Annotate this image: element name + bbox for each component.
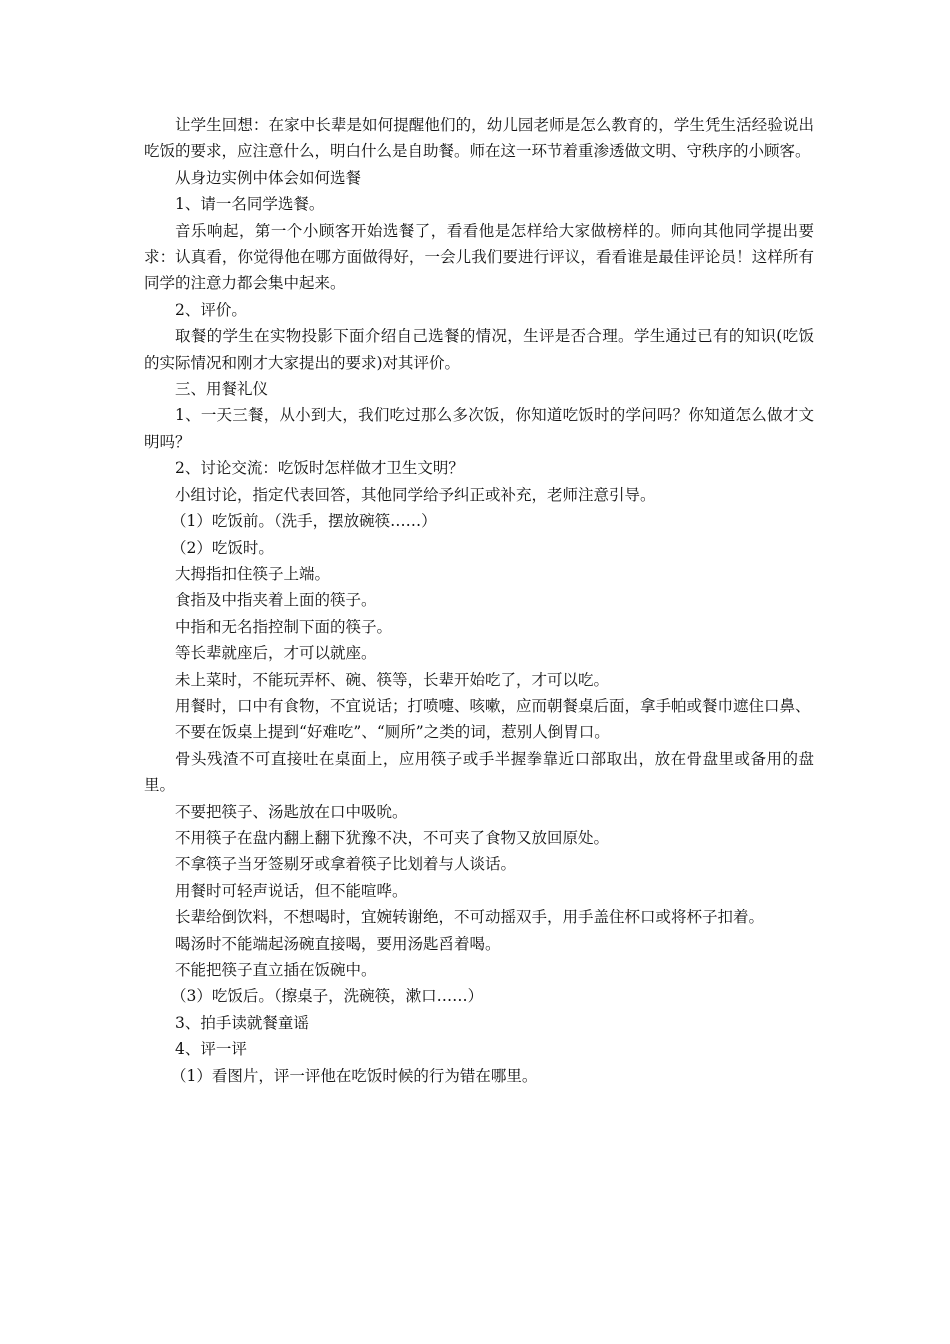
rule-toothpick: 不拿筷子当牙签剔牙或拿着筷子比划着与人谈话。 <box>175 855 517 874</box>
rule-sneeze: 用餐时，口中有食物，不宜说话；打喷嚏、咳嗽，应而朝餐桌后面，拿手帕或餐巾遮住口鼻、 <box>175 696 811 715</box>
rule-before-dishes: 未上菜时，不能玩弄杯、碗、筷等，长辈开始吃了，才可以吃。 <box>175 670 610 689</box>
paragraph-group-discussion: 小组讨论，指定代表回答，其他同学给予纠正或补充，老师注意引导。 <box>175 485 656 504</box>
rule-indecisive: 不用筷子在盘内翻上翻下犹豫不决，不可夹了食物又放回原处。 <box>175 828 610 847</box>
rule-chopsticks-upright: 不能把筷子直立插在饭碗中。 <box>175 961 377 979</box>
paragraph-step-4: 4、评一评 <box>175 1040 247 1059</box>
paragraph-music: 音乐响起，第一个小顾客开始选餐了，看看他是怎样给大家做榜样的。师向其他同学提出要求：认真看，你觉得他在哪方面做得好，一会儿我们要进行评议，看看谁是最佳评论员！这样所有同学的注意力都会集中起来。 <box>144 221 814 293</box>
paragraph-step-2: 2、评价。 <box>175 300 247 319</box>
section-heading-etiquette: 三、用餐礼仪 <box>175 380 269 399</box>
paragraph-three-meals: 1、一天三餐，从小到大，我们吃过那么多次饭，你知道吃饭时的学问吗？你知道怎么做才文明吗？ <box>144 406 814 451</box>
paragraph-evaluate: 取餐的学生在实物投影下面介绍自己选餐的情况，生评是否合理。学生通过已有的知识(吃饭的实际情况和刚才大家提出的要求)对其评价。 <box>144 327 814 372</box>
paragraph-heading-choose-meal: 从身边实例中体会如何选餐 <box>175 168 362 187</box>
list-item-after-meal: （3）吃饭后。（擦桌子，洗碗筷，漱口……） <box>171 987 484 1006</box>
rule-quiet: 用餐时可轻声说话，但不能喧哗。 <box>175 881 408 900</box>
rule-seating: 等长辈就座后，才可以就座。 <box>175 644 377 663</box>
rule-thumb: 大拇指扣住筷子上端。 <box>175 564 331 583</box>
list-item-look-pictures: （1）看图片，评一评他在吃饭时候的行为错在哪里。 <box>171 1066 538 1085</box>
rule-bones: 骨头残渣不可直接吐在桌面上，应用筷子或手半握拳靠近口部取出，放在骨盘里或备用的盘里。 <box>144 749 814 795</box>
list-item-before-meal: （1）吃饭前。（洗手，摆放碗筷……） <box>171 512 437 531</box>
list-item-during-meal: （2）吃饭时。 <box>171 538 274 557</box>
rule-words: 不要在饭桌上提到“好难吃”、“厕所”之类的词，惹别人倒胃口。 <box>175 723 610 742</box>
rule-drinks: 长辈给倒饮料，不想喝时，宜婉转谢绝，不可动摇双手，用手盖住杯口或将杯子扣着。 <box>175 908 765 927</box>
rule-index-finger: 食指及中指夹着上面的筷子。 <box>175 591 377 610</box>
document-body <box>144 112 814 1089</box>
paragraph-step-1: 1、请一名同学选餐。 <box>175 195 325 214</box>
paragraph-step-3: 3、拍手读就餐童谣 <box>175 1013 309 1032</box>
paragraph-discussion: 2、讨论交流：吃饭时怎样做才卫生文明？ <box>175 459 464 478</box>
paragraph-recall: 让学生回想：在家中长辈是如何提醒他们的，幼儿园老师是怎么教育的，学生凭生活经验说出吃饭的要求，应注意什么，明白什么是自助餐。师在这一环节着重渗透做文明、守秩序的小顾客。 <box>144 116 814 161</box>
rule-soup: 喝汤时不能端起汤碗直接喝，要用汤匙舀着喝。 <box>175 934 501 953</box>
rule-middle-finger: 中指和无名指控制下面的筷子。 <box>175 617 393 636</box>
rule-suck: 不要把筷子、汤匙放在口中吸吮。 <box>175 802 408 821</box>
